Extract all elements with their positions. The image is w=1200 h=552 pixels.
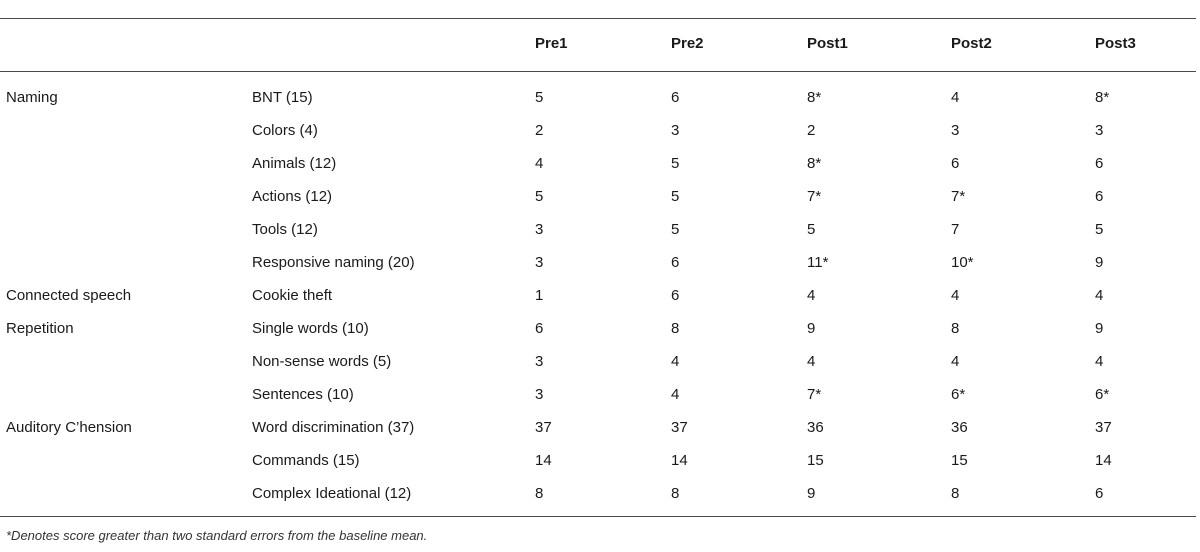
pre1-cell: 3 (535, 386, 544, 403)
header-post3: Post3 (1095, 35, 1136, 52)
pre2-cell: 3 (671, 122, 680, 139)
pre2-cell: 4 (671, 386, 680, 403)
post3-cell: 9 (1095, 254, 1104, 271)
pre1-cell: 3 (535, 221, 544, 238)
post2-cell: 4 (951, 89, 960, 106)
post2-cell: 36 (951, 419, 968, 436)
pre1-cell: 5 (535, 89, 544, 106)
post2-cell: 8 (951, 485, 960, 502)
post3-cell: 6 (1095, 485, 1104, 502)
post1-cell: 7* (807, 188, 822, 205)
pre2-cell: 5 (671, 188, 680, 205)
header-category (0, 0, 246, 71)
pre1-cell: 3 (535, 254, 544, 271)
post2-cell: 10* (951, 254, 974, 271)
test-cell: Colors (4) (252, 122, 318, 139)
pre1-cell: 1 (535, 287, 544, 304)
category-cell (0, 180, 246, 213)
pre2-cell: 8 (671, 485, 680, 502)
pre2-cell: 5 (671, 155, 680, 172)
header-post1: Post1 (807, 35, 848, 52)
category-cell (0, 114, 246, 147)
pre2-cell: 6 (671, 287, 680, 304)
test-cell: Commands (15) (252, 452, 360, 469)
header-pre1: Pre1 (535, 35, 568, 52)
category-cell: Auditory C’hension (6, 419, 132, 436)
post3-cell: 6 (1095, 155, 1104, 172)
post1-cell: 9 (807, 320, 816, 337)
test-cell: Cookie theft (252, 287, 333, 304)
pre1-cell: 5 (535, 188, 544, 205)
test-cell: Single words (10) (252, 320, 369, 337)
pre2-cell: 14 (671, 452, 688, 469)
table-row (0, 345, 1196, 378)
pre1-cell: 4 (535, 155, 544, 172)
table-row (0, 180, 1196, 213)
table-row (0, 213, 1196, 246)
post3-cell: 6 (1095, 188, 1104, 205)
post3-cell: 4 (1095, 287, 1104, 304)
pre1-cell: 8 (535, 485, 544, 502)
post3-cell: 3 (1095, 122, 1104, 139)
category-cell (0, 213, 246, 246)
pre2-cell: 6 (671, 254, 680, 271)
header-pre2: Pre2 (671, 35, 704, 52)
table-row (0, 444, 1196, 477)
pre1-cell: 6 (535, 320, 544, 337)
post2-cell: 7* (951, 188, 966, 205)
pre1-cell: 3 (535, 353, 544, 370)
test-cell: Actions (12) (252, 188, 333, 205)
table-row (0, 312, 1196, 345)
pre1-cell: 37 (535, 419, 552, 436)
pre1-cell: 2 (535, 122, 544, 139)
table-header-row (0, 0, 1196, 71)
post2-cell: 7 (951, 221, 960, 238)
pre1-cell: 14 (535, 452, 552, 469)
category-cell (0, 444, 246, 477)
category-cell (0, 477, 246, 510)
post1-cell: 11* (807, 254, 829, 271)
table-bottom-rule (0, 516, 1196, 517)
post3-cell: 9 (1095, 320, 1104, 337)
post1-cell: 5 (807, 221, 816, 238)
test-cell: BNT (15) (252, 89, 313, 106)
test-cell: Animals (12) (252, 155, 337, 172)
test-cell: Complex Ideational (12) (252, 485, 412, 502)
post3-cell: 4 (1095, 353, 1104, 370)
post1-cell: 4 (807, 353, 816, 370)
test-cell: Tools (12) (252, 221, 318, 238)
table-row (0, 411, 1196, 444)
post2-cell: 4 (951, 353, 960, 370)
post1-cell: 4 (807, 287, 816, 304)
post2-cell: 6* (951, 386, 966, 403)
category-cell: Naming (6, 89, 58, 106)
post3-cell: 14 (1095, 452, 1112, 469)
table-row (0, 246, 1196, 279)
test-cell: Responsive naming (20) (252, 254, 415, 271)
post3-cell: 6* (1095, 386, 1110, 403)
post3-cell: 8* (1095, 89, 1110, 106)
table-row (0, 147, 1196, 180)
pre2-cell: 8 (671, 320, 680, 337)
table-body (0, 71, 1196, 510)
post3-cell: 37 (1095, 419, 1112, 436)
pre2-cell: 6 (671, 89, 680, 106)
post1-cell: 2 (807, 122, 816, 139)
table-row (0, 378, 1196, 411)
post2-cell: 4 (951, 287, 960, 304)
post2-cell: 3 (951, 122, 960, 139)
post3-cell: 5 (1095, 221, 1104, 238)
table-row (0, 477, 1196, 510)
post1-cell: 8* (807, 89, 822, 106)
table-row (0, 114, 1196, 147)
category-cell: Repetition (6, 320, 74, 337)
test-cell: Sentences (10) (252, 386, 354, 403)
footnote: *Denotes score greater than two standard errors from the baseline mean. (6, 528, 428, 543)
table-row (0, 71, 1196, 114)
post2-cell: 6 (951, 155, 960, 172)
pre2-cell: 5 (671, 221, 680, 238)
post1-cell: 36 (807, 419, 824, 436)
post1-cell: 7* (807, 386, 822, 403)
post2-cell: 15 (951, 452, 968, 469)
test-cell: Non-sense words (5) (252, 353, 392, 370)
header-post2: Post2 (951, 35, 992, 52)
post1-cell: 9 (807, 485, 816, 502)
pre2-cell: 37 (671, 419, 688, 436)
pre2-cell: 4 (671, 353, 680, 370)
test-cell: Word discrimination (37) (252, 419, 415, 436)
table-row (0, 279, 1196, 312)
post1-cell: 8* (807, 155, 822, 172)
category-cell (0, 345, 246, 378)
category-cell (0, 378, 246, 411)
category-cell (0, 147, 246, 180)
post2-cell: 8 (951, 320, 960, 337)
header-test (246, 0, 535, 71)
post1-cell: 15 (807, 452, 824, 469)
category-cell (0, 246, 246, 279)
category-cell: Connected speech (6, 287, 132, 304)
